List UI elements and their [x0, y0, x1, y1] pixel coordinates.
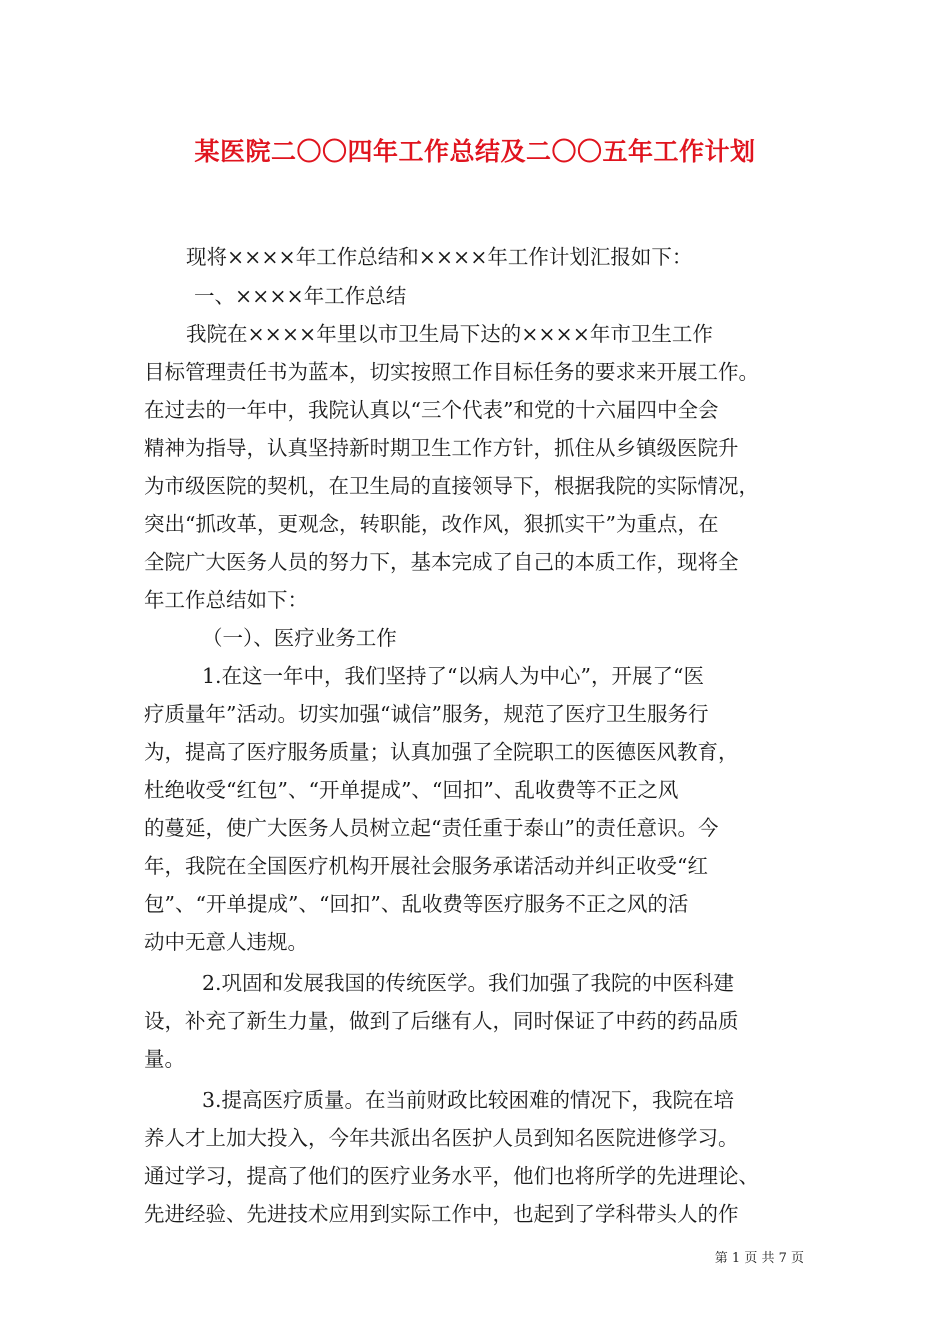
body-line: 为市级医院的契机，在卫生局的直接领导下，根据我院的实际情况，	[144, 474, 759, 498]
body-line: 年，我院在全国医疗机构开展社会服务承诺活动并纠正收受“红	[144, 854, 708, 878]
body-line: 疗质量年”活动。切实加强“诚信”服务，规范了医疗卫生服务行	[144, 702, 709, 726]
body-line: 杜绝收受“红包”、“开单提成”、“回扣”、乱收费等不正之风	[144, 778, 679, 802]
body-line: 目标管理责任书为蓝本，切实按照工作目标任务的要求来开展工作。	[144, 360, 759, 384]
body-line: 为，提高了医疗服务质量；认真加强了全院职工的医德医风教育，	[144, 740, 739, 764]
body-line: 先进经验、先进技术应用到实际工作中，也起到了学科带头人的作	[144, 1202, 739, 1226]
body-line: 养人才上加大投入，今年共派出名医护人员到知名医院进修学习。	[144, 1126, 739, 1150]
body-line: 全院广大医务人员的努力下，基本完成了自己的本质工作，现将全	[144, 550, 739, 574]
body-line: 3.提高医疗质量。在当前财政比较困难的情况下，我院在培	[202, 1088, 735, 1112]
body-line: 1.在这一年中，我们坚持了“以病人为中心”，开展了“医	[202, 664, 704, 688]
body-line: 设，补充了新生力量，做到了后继有人，同时保证了中药的药品质	[144, 1009, 739, 1033]
section-heading: 一、××××年工作总结	[194, 284, 407, 308]
body-line: 在过去的一年中，我院认真以“三个代表”和党的十六届四中全会	[144, 398, 719, 422]
body-line: 2.巩固和发展我国的传统医学。我们加强了我院的中医科建	[202, 971, 735, 995]
body-line: 年工作总结如下：	[144, 588, 308, 612]
page-number: 第 1 页 共 7 页	[714, 1251, 804, 1266]
subsection-heading: （一）、医疗业务工作	[202, 626, 397, 650]
body-line: 包”、“开单提成”、“回扣”、乱收费等医疗服务不正之风的活	[144, 892, 689, 916]
body-line: 现将××××年工作总结和××××年工作计划汇报如下：	[186, 245, 693, 269]
body-line: 我院在××××年里以市卫生局下达的××××年市卫生工作	[186, 322, 713, 346]
document-title: 某医院二〇〇四年工作总结及二〇〇五年工作计划	[194, 137, 756, 166]
body-line: 通过学习，提高了他们的医疗业务水平，他们也将所学的先进理论、	[144, 1164, 759, 1188]
body-line: 的蔓延，使广大医务人员树立起“责任重于泰山”的责任意识。今	[144, 816, 719, 840]
body-line: 突出“抓改革，更观念，转职能，改作风，狠抓实干”为重点，在	[144, 512, 719, 536]
body-line: 精神为指导，认真坚持新时期卫生工作方针，抓住从乡镇级医院升	[144, 436, 739, 460]
body-line: 量。	[144, 1047, 185, 1071]
body-line: 动中无意人违规。	[144, 930, 308, 954]
